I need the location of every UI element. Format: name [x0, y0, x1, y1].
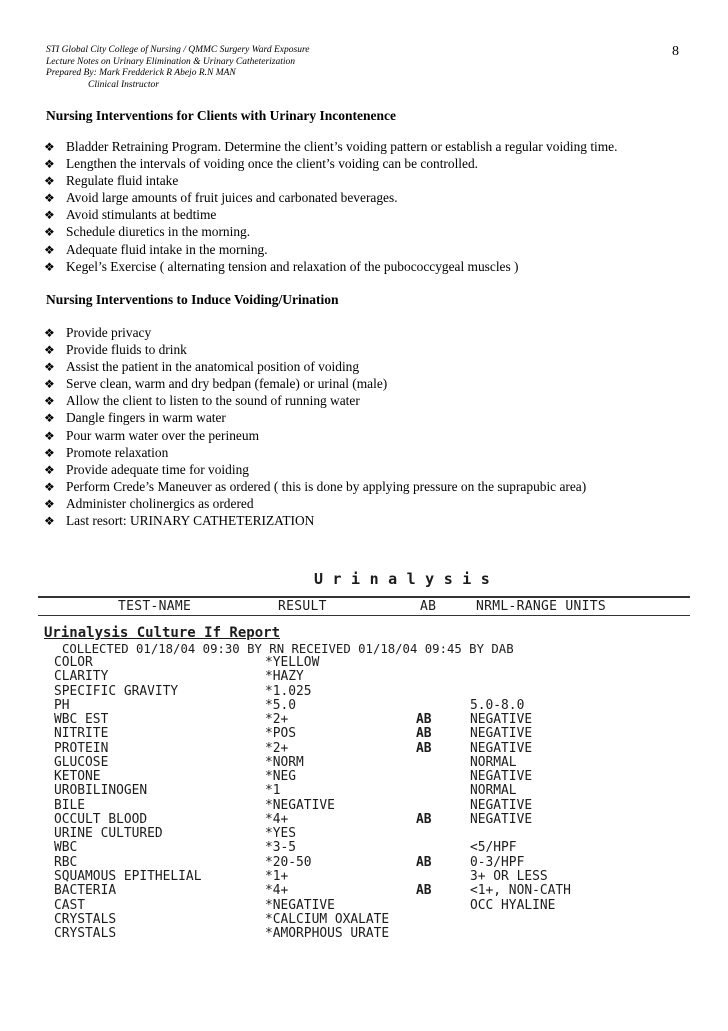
normal-range-cell: OCC HYALINE — [470, 897, 556, 913]
test-name-cell: CLARITY — [54, 669, 109, 685]
bullet-icon: ❖ — [44, 242, 55, 257]
table-row — [38, 927, 690, 941]
column-header-test-name: TEST-NAME — [118, 599, 192, 614]
test-name-cell: NITRITE — [54, 726, 109, 742]
test-name-cell: WBC — [54, 840, 78, 856]
lab-results-table — [38, 656, 690, 941]
normal-range-cell: NORMAL — [470, 754, 517, 770]
list-item-text: Last resort: URINARY CATHETERIZATION — [66, 513, 315, 529]
test-name-cell: BILE — [54, 797, 86, 813]
result-cell: *CALCIUM OXALATE — [265, 911, 390, 927]
list-item-text: Provide fluids to drink — [66, 342, 187, 358]
result-cell: *NEG — [265, 769, 297, 785]
list-item — [44, 478, 586, 495]
table-row — [38, 770, 690, 784]
header-role-line: Clinical Instructor — [88, 79, 159, 90]
bullet-icon: ❖ — [44, 377, 55, 392]
column-header-result: RESULT — [278, 599, 327, 614]
collected-line: COLLECTED 01/18/04 09:30 BY RN RECEIVED 01/18/04 09:45 BY DAB — [62, 642, 514, 656]
list-item-text: Promote relaxation — [66, 444, 169, 460]
normal-range-cell: NEGATIVE — [470, 740, 533, 756]
list-item — [44, 375, 586, 392]
bullet-icon: ❖ — [44, 259, 55, 274]
page-header — [46, 45, 646, 91]
result-cell: *NEGATIVE — [265, 797, 335, 813]
table-row — [38, 784, 690, 798]
result-cell: *1+ — [265, 868, 289, 884]
result-cell: *YELLOW — [265, 655, 320, 670]
header-lecture-line: Lecture Notes on Urinary Elimination & Urinary Catheterization — [46, 56, 296, 67]
bullet-icon: ❖ — [44, 428, 55, 443]
table-row — [38, 856, 690, 870]
list-item — [44, 341, 586, 358]
table-row — [38, 799, 690, 813]
list-item-text: Avoid stimulants at bedtime — [66, 207, 217, 223]
list-item-text: Administer cholinergics as ordered — [66, 495, 254, 511]
urinalysis-lab-report — [38, 562, 690, 952]
list-item-text: Serve clean, warm and dry bedpan (female) or urinal (male) — [66, 376, 388, 392]
table-row — [38, 727, 690, 741]
lab-title: Urinalysis — [314, 570, 500, 588]
bullet-icon: ❖ — [44, 360, 55, 375]
result-cell: *4+ — [265, 883, 289, 899]
bullet-icon: ❖ — [44, 394, 55, 409]
bullet-icon: ❖ — [44, 343, 55, 358]
normal-range-cell: 5.0-8.0 — [470, 697, 525, 713]
table-row — [38, 899, 690, 913]
test-name-cell: COLOR — [54, 655, 93, 670]
list-item-text: Avoid large amounts of fruit juices and carbonated beverages. — [66, 190, 398, 206]
result-cell: *1.025 — [265, 683, 312, 699]
list-item-text: Regulate fluid intake — [66, 173, 179, 189]
test-name-cell: GLUCOSE — [54, 754, 109, 770]
lab-header-bottom-rule — [38, 615, 690, 616]
result-cell: *POS — [265, 726, 297, 742]
abnormal-flag-cell: AB — [416, 883, 432, 899]
column-header-ab: AB — [420, 599, 437, 614]
table-row — [38, 742, 690, 756]
normal-range-cell: NEGATIVE — [470, 712, 533, 728]
list-item — [44, 409, 586, 426]
list-item — [44, 258, 617, 275]
page-number: 8 — [672, 44, 679, 59]
list-item-text: Provide privacy — [66, 325, 152, 340]
test-name-cell: CRYSTALS — [54, 911, 117, 927]
list-item-text: Assist the patient in the anatomical position of voiding — [66, 359, 360, 375]
list-item — [44, 241, 617, 258]
abnormal-flag-cell: AB — [416, 726, 432, 742]
test-name-cell: UROBILINOGEN — [54, 783, 148, 799]
list-item — [44, 495, 586, 512]
header-school-line: STI Global City College of Nursing / QMMC Surgery Ward Exposure — [46, 45, 310, 55]
list-item — [44, 324, 586, 341]
list-item-text: Bladder Retraining Program. Determine the client’s voiding pattern or establish a regular voiding time. — [66, 139, 618, 154]
test-name-cell: WBC EST — [54, 712, 109, 728]
report-name: Urinalysis Culture If Report — [44, 625, 281, 641]
list-item-text: Allow the client to listen to the sound of running water — [66, 393, 360, 409]
table-row — [38, 656, 690, 670]
test-name-cell: SPECIFIC GRAVITY — [54, 683, 179, 699]
induce-voiding-interventions-list — [44, 324, 586, 529]
table-row — [38, 841, 690, 855]
abnormal-flag-cell: AB — [416, 740, 432, 756]
result-cell: *2+ — [265, 740, 289, 756]
result-cell: *NORM — [265, 754, 304, 770]
result-cell: *20-50 — [265, 854, 312, 870]
bullet-icon: ❖ — [44, 191, 55, 206]
result-cell: *AMORPHOUS URATE — [265, 926, 390, 942]
normal-range-cell: NEGATIVE — [470, 811, 533, 827]
table-row — [38, 884, 690, 898]
list-item — [44, 444, 586, 461]
list-item — [44, 392, 586, 409]
bullet-icon: ❖ — [44, 326, 55, 340]
normal-range-cell: NORMAL — [470, 783, 517, 799]
list-item — [44, 172, 617, 189]
test-name-cell: SQUAMOUS EPITHELIAL — [54, 868, 202, 884]
list-item — [44, 223, 617, 240]
normal-range-cell: NEGATIVE — [470, 726, 533, 742]
normal-range-cell: 0-3/HPF — [470, 854, 525, 870]
list-item-text: Dangle fingers in warm water — [66, 410, 226, 426]
list-item — [44, 206, 617, 223]
list-item-text: Perform Crede’s Maneuver as ordered ( this is done by applying pressure on the suprapubic area) — [66, 478, 587, 494]
result-cell: *4+ — [265, 811, 289, 827]
result-cell: *5.0 — [265, 697, 297, 713]
list-item-text: Kegel’s Exercise ( alternating tension and relaxation of the pubococcygeal muscles ) — [66, 258, 519, 274]
table-row — [38, 870, 690, 884]
list-item — [44, 155, 617, 172]
bullet-icon: ❖ — [44, 479, 55, 494]
table-row — [38, 813, 690, 827]
abnormal-flag-cell: AB — [416, 854, 432, 870]
result-cell: *YES — [265, 826, 297, 842]
table-row — [38, 756, 690, 770]
bullet-icon: ❖ — [44, 496, 55, 511]
bullet-icon: ❖ — [44, 157, 55, 172]
column-header-normal-range: NRML-RANGE UNITS — [476, 599, 607, 614]
header-author-line: Prepared By: Mark Fredderick R Abejo R.N MAN — [46, 68, 236, 79]
table-row — [38, 913, 690, 927]
normal-range-cell: <5/HPF — [470, 840, 517, 856]
bullet-icon: ❖ — [44, 174, 55, 189]
normal-range-cell: <1+, NON-CATH — [470, 883, 571, 899]
bullet-icon: ❖ — [44, 445, 55, 460]
list-item — [44, 138, 617, 155]
list-item — [44, 461, 586, 478]
result-cell: *HAZY — [265, 669, 304, 685]
table-row — [38, 685, 690, 699]
incontinence-interventions-list — [44, 138, 617, 275]
result-cell: *3-5 — [265, 840, 297, 856]
lab-header-top-rule — [38, 596, 690, 598]
abnormal-flag-cell: AB — [416, 712, 432, 728]
result-cell: *NEGATIVE — [265, 897, 335, 913]
list-item-text: Schedule diuretics in the morning. — [66, 224, 251, 240]
test-name-cell: PROTEIN — [54, 740, 109, 756]
test-name-cell: URINE CULTURED — [54, 826, 163, 842]
list-item — [44, 512, 586, 529]
list-item — [44, 358, 586, 375]
table-row — [38, 713, 690, 727]
test-name-cell: RBC — [54, 854, 78, 870]
result-cell: *1 — [265, 783, 281, 799]
normal-range-cell: NEGATIVE — [470, 797, 533, 813]
test-name-cell: CAST — [54, 897, 86, 913]
bullet-icon: ❖ — [44, 140, 55, 154]
list-item-text: Provide adequate time for voiding — [66, 461, 249, 477]
test-name-cell: PH — [54, 697, 70, 713]
table-row — [38, 699, 690, 713]
section-heading-induce-voiding: Nursing Interventions to Induce Voiding/Urination — [46, 292, 339, 307]
bullet-icon: ❖ — [44, 411, 55, 426]
result-cell: *2+ — [265, 712, 289, 728]
table-row — [38, 827, 690, 841]
section-heading-incontinence: Nursing Interventions for Clients with Urinary Incontenence — [46, 108, 396, 123]
test-name-cell: CRYSTALS — [54, 926, 117, 942]
abnormal-flag-cell: AB — [416, 811, 432, 827]
bullet-icon: ❖ — [44, 208, 55, 223]
table-row — [38, 670, 690, 684]
list-item — [44, 427, 586, 444]
bullet-icon: ❖ — [44, 514, 55, 529]
list-item-text: Lengthen the intervals of voiding once the client’s voiding can be controlled. — [66, 156, 479, 172]
normal-range-cell: NEGATIVE — [470, 769, 533, 785]
test-name-cell: OCCULT BLOOD — [54, 811, 148, 827]
bullet-icon: ❖ — [44, 462, 55, 477]
test-name-cell: BACTERIA — [54, 883, 117, 899]
list-item-text: Pour warm water over the perineum — [66, 427, 259, 443]
bullet-icon: ❖ — [44, 225, 55, 240]
normal-range-cell: 3+ OR LESS — [470, 868, 548, 884]
list-item — [44, 189, 617, 206]
list-item-text: Adequate fluid intake in the morning. — [66, 241, 268, 257]
test-name-cell: KETONE — [54, 769, 101, 785]
